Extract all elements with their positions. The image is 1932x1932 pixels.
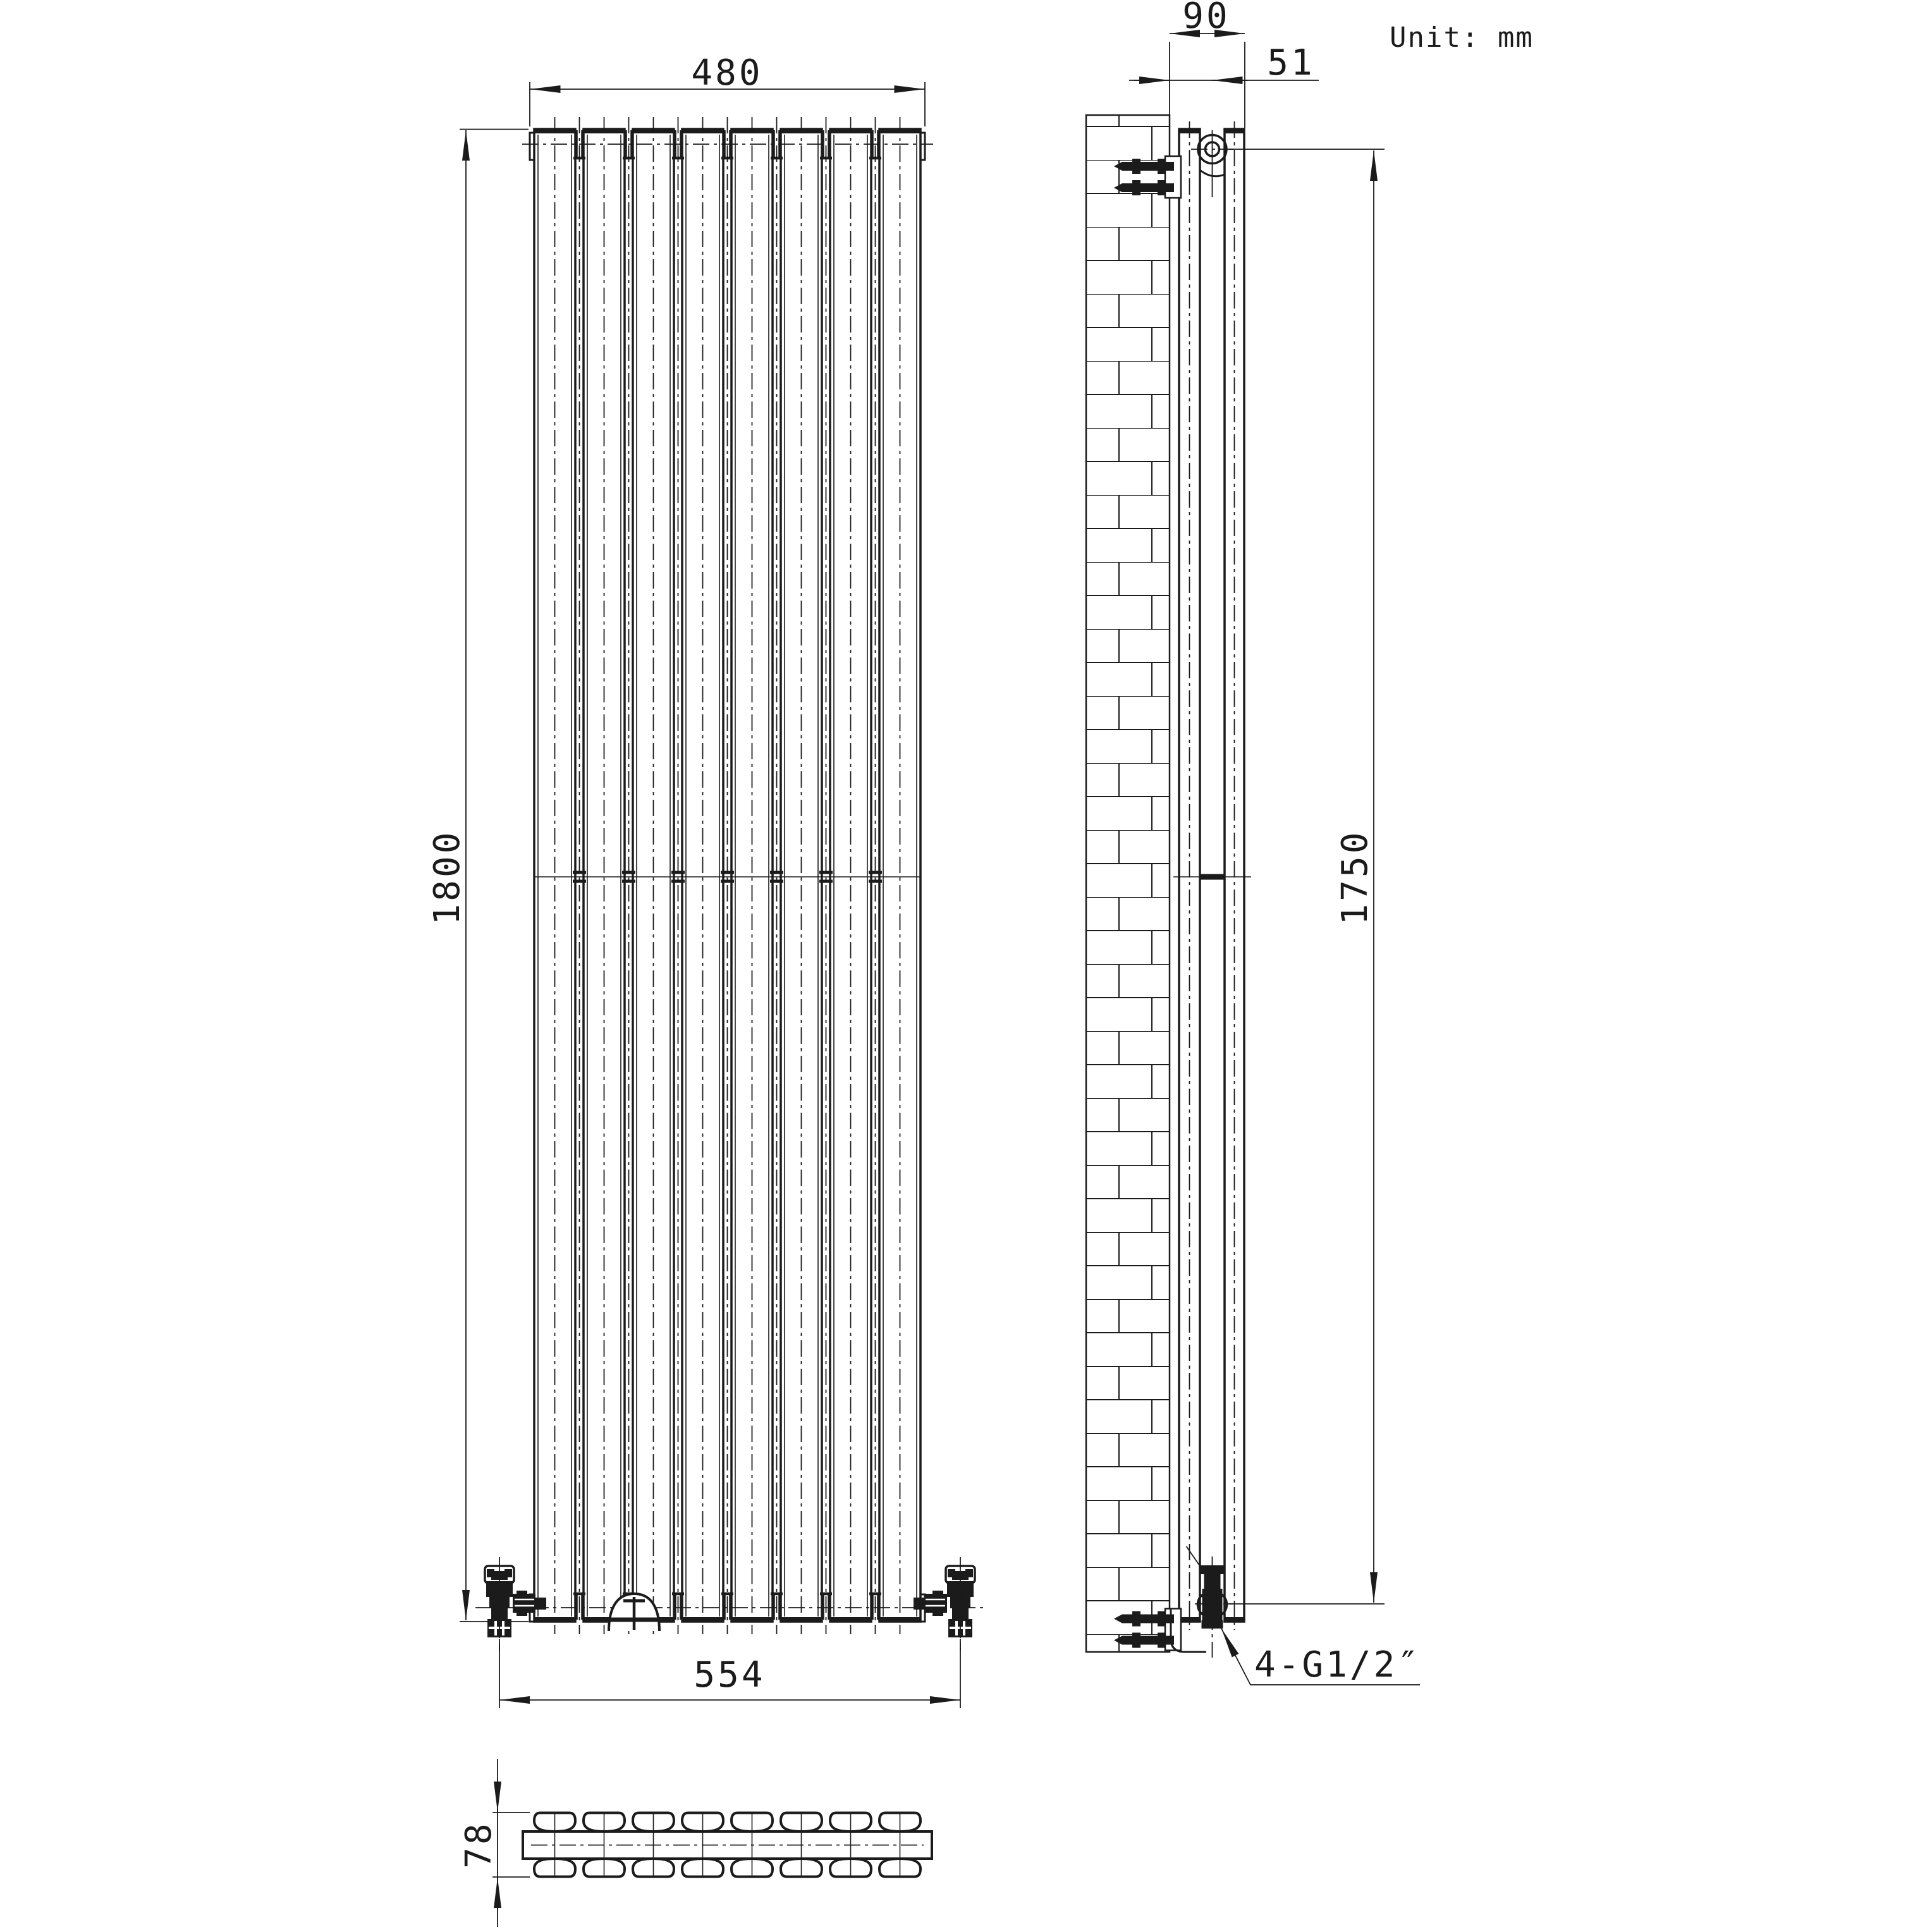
header-end-tab bbox=[530, 133, 534, 160]
radiator-panel bbox=[879, 117, 920, 1634]
dimension-depth-90 bbox=[1170, 0, 1245, 128]
radiator-panel bbox=[731, 117, 773, 1634]
radiator-panel bbox=[584, 117, 625, 1634]
dimension-plan-depth-78 bbox=[458, 1759, 530, 1927]
unit-note: Unit: mm bbox=[1390, 21, 1534, 54]
valve-span-label: 554 bbox=[694, 1654, 766, 1696]
dimension-front-height bbox=[427, 130, 529, 1622]
side-view bbox=[1086, 115, 1251, 1658]
header-end-tab bbox=[920, 133, 925, 160]
radiator-panel bbox=[633, 117, 674, 1634]
dimension-mount-span-1750 bbox=[1229, 149, 1385, 1604]
dimension-valve-span bbox=[499, 1639, 960, 1708]
depth-90-label: 90 bbox=[1182, 0, 1230, 37]
front-width-label: 480 bbox=[691, 52, 763, 94]
connection-note-label: 4-G1/2″ bbox=[1254, 1644, 1422, 1685]
radiator-panel bbox=[534, 117, 575, 1634]
mount-span-1750-label: 1750 bbox=[1335, 829, 1376, 926]
radiator-panel bbox=[830, 117, 871, 1634]
connection-callout bbox=[1221, 1629, 1421, 1685]
dimension-front-width bbox=[530, 52, 925, 126]
top-view bbox=[523, 1813, 932, 1877]
front-height-label: 1800 bbox=[427, 829, 468, 926]
radiator-panel bbox=[781, 117, 822, 1634]
plan-core-bar bbox=[523, 1831, 932, 1859]
brick-wall bbox=[1086, 115, 1170, 1652]
radiator-valve-right bbox=[914, 1557, 975, 1651]
wall-offset-51-label: 51 bbox=[1267, 42, 1315, 83]
front-view bbox=[475, 117, 985, 1634]
plan-depth-78-label: 78 bbox=[458, 1821, 499, 1869]
radiator-panel bbox=[682, 117, 723, 1634]
